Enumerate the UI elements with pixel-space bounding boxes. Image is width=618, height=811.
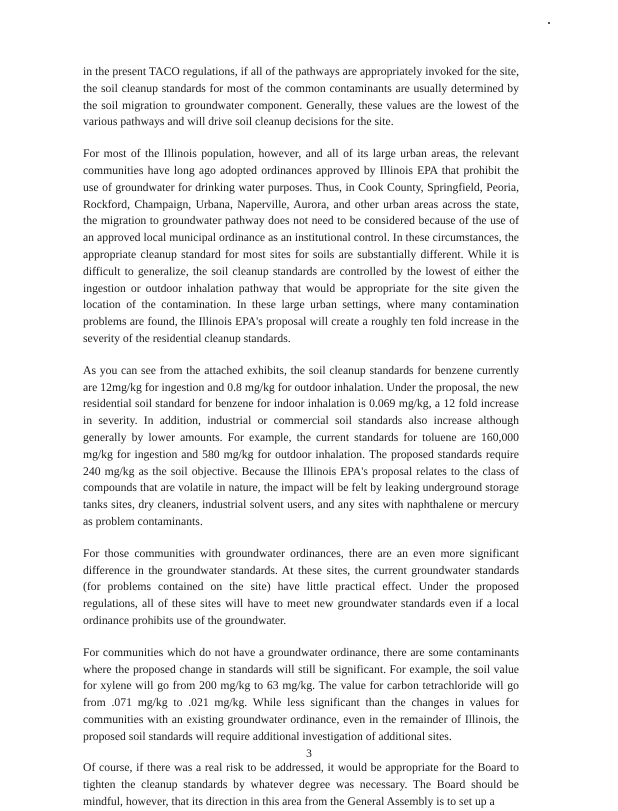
paragraph-no-ordinance-communities: For communities which do not have a groundwater ordinance, there are some contaminants where the proposed change in standards will still be significant. For example, the soil value for xylene will go from 200 mg/kg to 63 mg/kg. The value for carbon tetrachloride will go from .071 mg/kg to .021 mg/kg. While less significant than the changes in values for communities with an existing groundwater ordinance, even in the remainder of Illinois, the proposed soil standards will require additional investigation of additional sites. [83, 645, 519, 743]
page-number: 3 [306, 748, 312, 760]
paragraph-benzene-exhibits: As you can see from the attached exhibits, the soil cleanup standards for benzene currently are 12mg/kg for ingestion and 0.8 mg/kg for outdoor inhalation. Under the proposal, the new residential soil standard for benzene for indoor inhalation is 0.069 mg/kg, a 12 fold increase in severity. In addition, industrial or commercial soil standards also increase although generally by lower amounts. For example, the current standards for toluene are 160,000 mg/kg for ingestion and 580 mg/kg for outdoor inhalation. The proposed standards require 240 mg/kg as the soil objective. Because the Illinois EPA's proposal relates to the class of compounds that are volatile in nature, the impact will be felt by leaking underground storage tanks sites, dry cleaners, industrial solvent users, and any sites with naphthalene or mercury as problem contaminants. [83, 363, 519, 528]
scan-speck [548, 22, 550, 24]
paragraph-groundwater-standards: For those communities with groundwater ordinances, there are an even more significant difference in the groundwater standards. At these sites, the current groundwater standards (for problems contained on the site) have little practical effect. Under the proposed regulations, all of these sites will have to meet new groundwater standards even if a local ordinance prohibits use of the groundwater. [83, 546, 519, 627]
paragraph-urban-ordinances: For most of the Illinois population, however, and all of its large urban areas, the relevant communities have long ago adopted ordinances approved by Illinois EPA that prohibit the use of groundwater for drinking water purposes. Thus, in Cook County, Springfield, Peoria, Rockford, Champaign, Urbana, Naperville, Aurora, and other urban areas across the state, the migration to groundwater pathway does not need to be considered because of the use of an approved local municipal ordinance as an institutional control. In these circumstances, the appropriate cleanup standard for most sites for soils are substantially different. While it is difficult to generalize, the soil cleanup standards are controlled by the lowest of either the ingestion or outdoor inhalation pathway that would be appropriate for the site given the location of the contamination. In these large urban settings, where many contamination problems are found, the Illinois EPA's proposal will create a roughly ten fold increase in the severity of the residential cleanup standards. [83, 147, 519, 345]
body-text [83, 64, 519, 811]
paragraph-board-direction: Of course, if there was a real risk to be addressed, it would be appropriate for the Board to tighten the cleanup standards by whatever degree was necessary. The Board should be mindful, however, that its direction in this area from the General Assembly is to set up a [83, 761, 519, 809]
paragraph-taco-regulations: in the present TACO regulations, if all of the pathways are appropriately invoked for the site, the soil cleanup standards for most of the common contaminants are usually determined by the soil migration to groundwater component. Generally, these values are the lowest of the various pathways and will drive soil cleanup decisions for the site. [83, 65, 519, 129]
